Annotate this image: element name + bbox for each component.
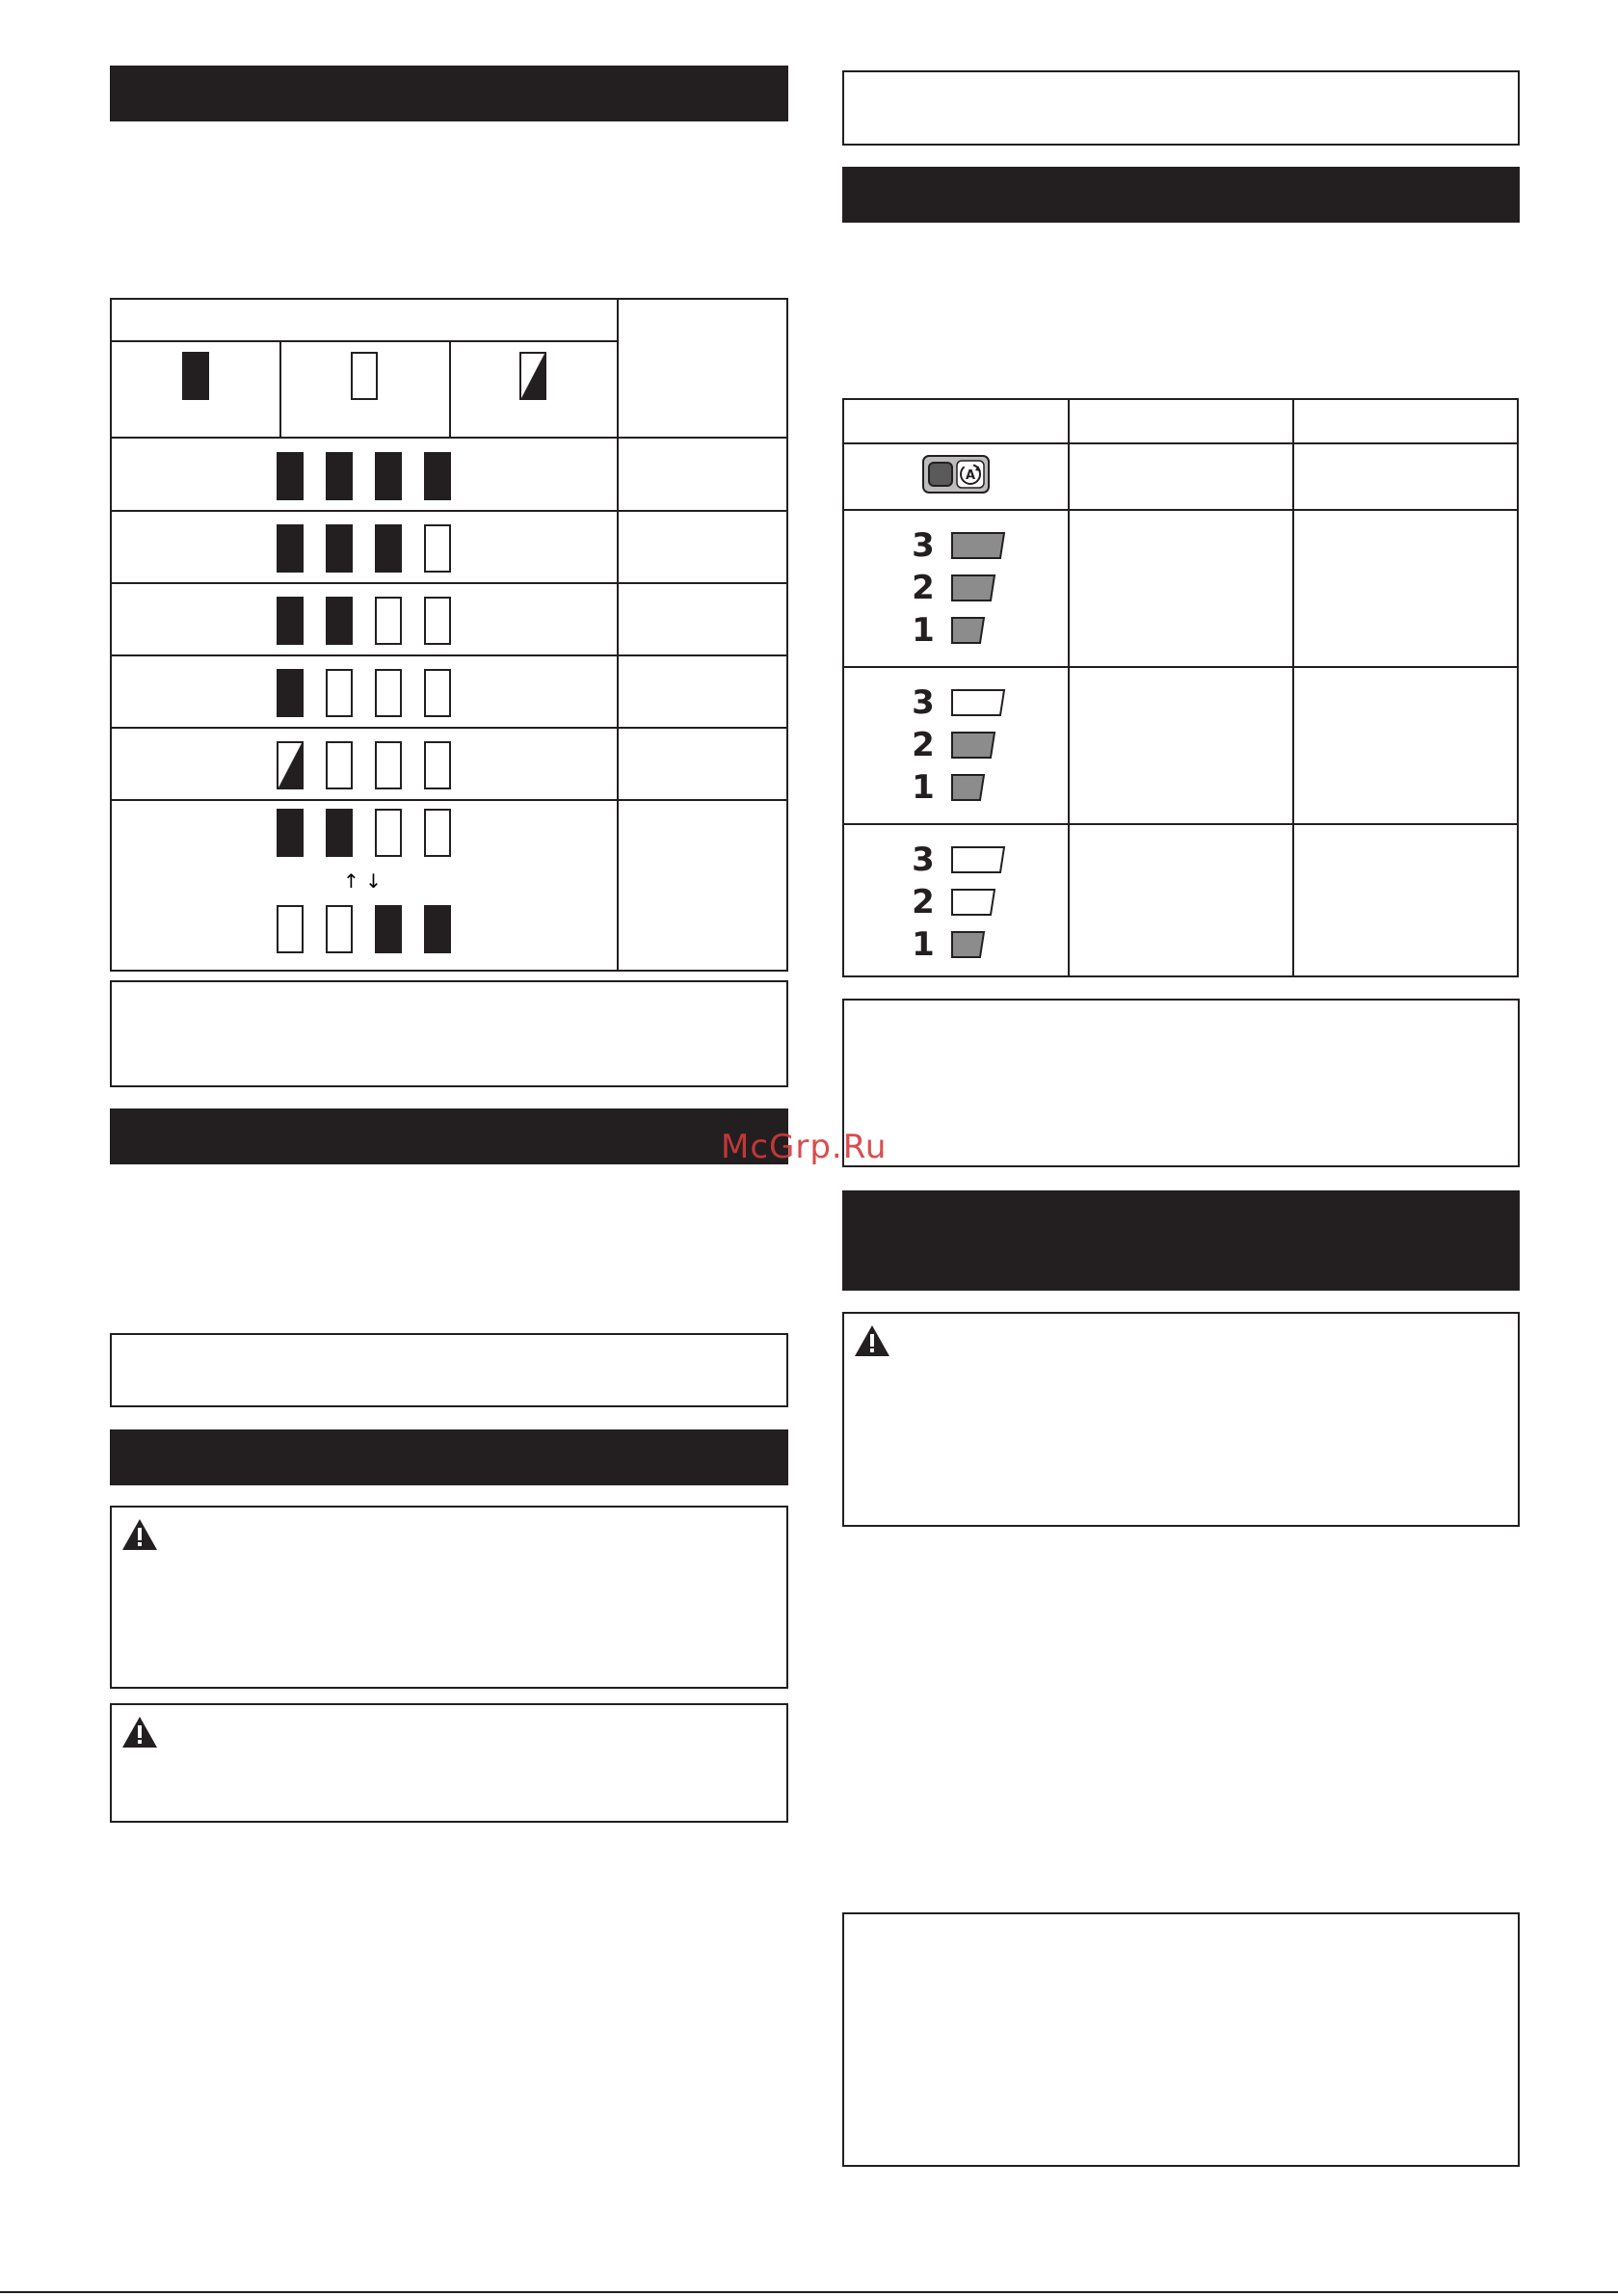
battery-indicator-segment	[326, 452, 353, 500]
battery-indicator-segment	[277, 452, 304, 500]
level-bar-icon	[950, 773, 986, 802]
section-header-bar	[110, 66, 788, 121]
note-box	[110, 980, 788, 1087]
battery-indicator-segment	[277, 741, 304, 789]
battery-indicator-segment	[424, 905, 451, 953]
level-bar-icon	[950, 731, 996, 760]
battery-indicator-segment	[326, 669, 353, 717]
battery-indicator-segment	[326, 524, 353, 573]
section-header-bar	[842, 167, 1520, 223]
level-number: 3	[912, 683, 935, 722]
battery-indicator-segment	[326, 741, 353, 789]
battery-indicator-segment	[375, 597, 402, 645]
caution-box	[110, 1703, 788, 1823]
battery-indicator-segment	[424, 524, 451, 573]
level-bar-icon	[950, 574, 996, 602]
warning-icon	[854, 1324, 890, 1357]
battery-indicator-segment	[277, 524, 304, 573]
level-number: 2	[912, 569, 935, 607]
note-box	[110, 1333, 788, 1407]
note-box	[842, 70, 1520, 146]
section-header-bar	[110, 1108, 788, 1164]
mode-button-icon	[922, 455, 990, 494]
battery-indicator-segment	[424, 669, 451, 717]
legend-lit-icon	[182, 352, 209, 400]
svg-text:A: A	[965, 468, 976, 483]
battery-indicator-segment	[375, 905, 402, 953]
battery-indicator-segment	[277, 597, 304, 645]
alternating-arrows: ↑ ↓	[343, 869, 382, 893]
battery-indicator-segment	[277, 905, 304, 953]
level-bar-icon	[950, 930, 986, 959]
level-bar-icon	[950, 888, 996, 917]
battery-indicator-segment	[424, 597, 451, 645]
note-box	[842, 1912, 1520, 2167]
level-bar-icon	[950, 531, 1006, 560]
battery-indicator-segment	[375, 741, 402, 789]
battery-indicator-segment	[375, 809, 402, 857]
warning-icon	[121, 1518, 158, 1551]
battery-indicator-segment	[277, 669, 304, 717]
battery-indicator-segment	[375, 452, 402, 500]
footer-rule	[0, 2291, 1618, 2293]
level-number: 3	[912, 526, 935, 565]
note-box	[842, 999, 1520, 1167]
legend-blinking-icon	[519, 352, 546, 400]
watermark: McGrp.Ru	[721, 1128, 888, 1166]
level-number: 2	[912, 883, 935, 921]
level-bar-icon	[950, 616, 986, 645]
battery-indicator-segment	[375, 669, 402, 717]
battery-indicator-segment	[424, 741, 451, 789]
section-header-bar	[110, 1429, 788, 1485]
level-number: 1	[912, 611, 935, 650]
level-number: 1	[912, 768, 935, 807]
battery-indicator-segment	[424, 809, 451, 857]
battery-indicator-segment	[375, 524, 402, 573]
level-bar-icon	[950, 688, 1006, 717]
level-number: 2	[912, 726, 935, 764]
legend-off-icon	[351, 352, 378, 400]
battery-indicator-segment	[326, 597, 353, 645]
section-header-bar	[842, 1190, 1520, 1291]
warning-icon	[121, 1716, 158, 1749]
battery-indicator-segment	[326, 905, 353, 953]
caution-box	[110, 1506, 788, 1689]
battery-indicator-segment	[424, 452, 451, 500]
battery-indicator-segment	[326, 809, 353, 857]
level-bar-icon	[950, 845, 1006, 874]
level-number: 1	[912, 925, 935, 964]
level-number: 3	[912, 841, 935, 879]
battery-indicator-segment	[277, 809, 304, 857]
caution-box	[842, 1312, 1520, 1527]
